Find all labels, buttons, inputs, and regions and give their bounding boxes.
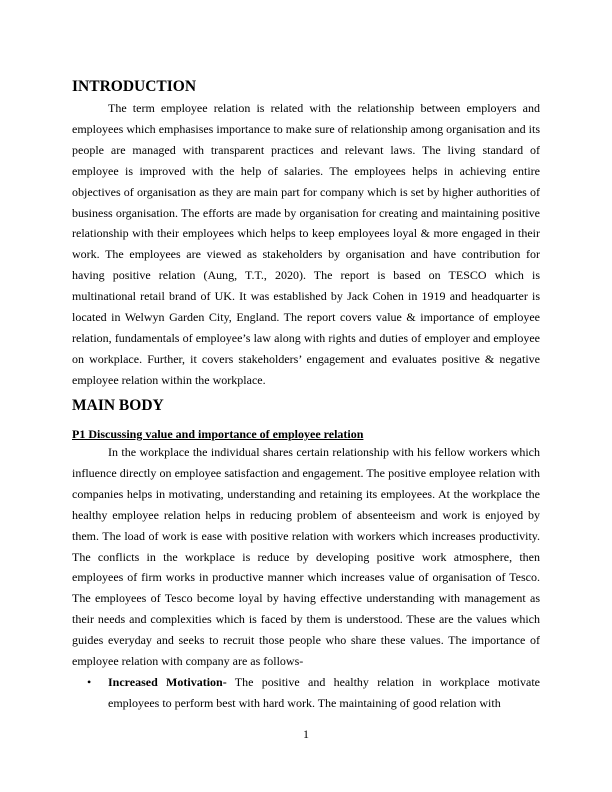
bullet-body-text: The positive and healthy relation in workplace motivate employees to perform best with hard work. The maintaining of good relation with [108,675,540,710]
page-number: 1 [303,727,309,741]
bullet-icon: • [87,675,92,689]
p1-paragraph: In the workplace the individual shares certain relationship with his fellow workers which influence directly on employee satisfaction and engagement. The positive employee relation with companies helps in motivating, understanding and retaining its employees. At the workplace the healthy employee relation helps in reducing problem of absenteeism and work is enjoyed by them. The load of work is ease with positive relation with workers which increases productivity. The conflicts in the workplace is reduce by developing positive work atmosphere, then employees of firm works in productive manner which increases value of organisation of Tesco. The employees of Tesco become loyal by having effective understanding with management as their needs and complexities which is faced by them is understood. These are the values which guides everyday and seeks to recruit those people who share these values. The importance of employee relation with company are as follows- [72,445,540,669]
introduction-paragraph: The term employee relation is related with the relationship between employers and employees which emphasises importance to make sure of relationship among organisation and its people are managed with transparent practices and relevant laws. The living standard of employee is improved with the help of salaries. The employees helps in achieving entire objectives of organisation as they are main part for company which is set by higher authorities of business organisation. The efforts are made by organisation for creating and maintaining positive relationship with their employees which helps to keep employees loyal & more engaged in their work. The employees are viewed as stakeholders by organisation and have contribution for having positive relation (Aung, T.T., 2020). The report is based on TESCO which is multinational retail brand of UK. It was established by Jack Cohen in 1919 and headquarter is located in Welwyn Garden City, England. The report covers value & importance of employee relation, fundamentals of employee’s law along with rights and duties of employer and employee on workplace. Further, it covers stakeholders’ engagement and evaluates positive & negative employee relation within the workplace. [72,101,540,387]
bullet-text [108,672,540,714]
bullet-lead-label: Increased Motivation- [108,675,227,689]
introduction-heading: INTRODUCTION [72,78,197,95]
main-body-heading: MAIN BODY [72,397,164,414]
p1-section-heading: P1 Discussing value and importance of employee relation [72,427,364,441]
bullet-list-item [72,672,540,714]
